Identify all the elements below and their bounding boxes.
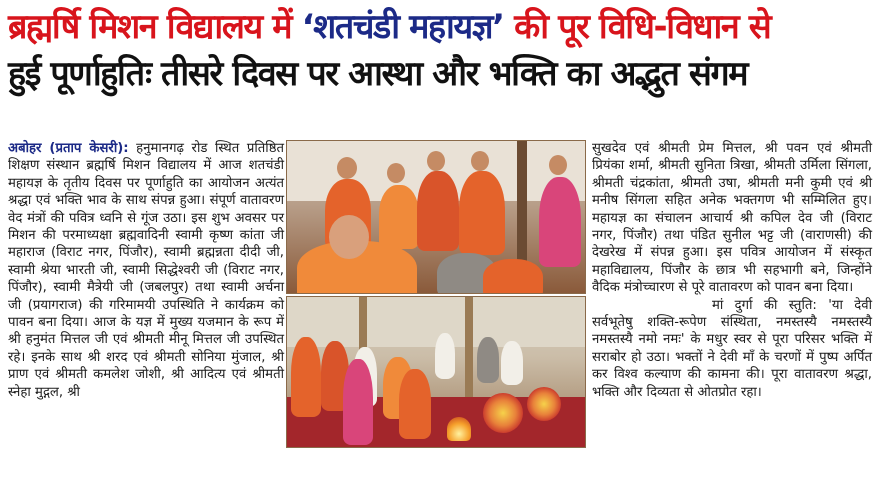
headline-line-1-end: की पूर विधि-विधान से bbox=[503, 7, 771, 47]
article-column-left bbox=[8, 140, 284, 401]
article-paragraph-1 bbox=[8, 140, 284, 401]
article-body-1: हनुमानगढ़ रोड स्थित प्रतिष्ठित शिक्षण संस्थान ब्रह्मर्षि मिशन विद्यालय में आज शतचंडी महायज्ञ के तृतीय दिवस पर पूर्णाहुति का आयोजन अत्यंत श्रद्धा एवं भक्ति भाव के साथ संपन्न हुआ। संपूर्ण वातावरण वेद मंत्रों की पवित्र ध्वनि से गूंज उठा। इस शुभ अवसर पर मिशन की परमाध्यक्षा ब्रह्मवादिनी स्वामी कृष्ण कांता जी महाराज (विराट नगर, पिंजौर), स्वामी ब्रह्मन्नता दीदी जी, स्वामी श्रेया भारती जी, स्वामी सिद्धेश्वरी जी (विराट नगर, पिंजौर), स्वामी मैत्रेयी जी (जबलपुर) तथा स्वामी अर्चना जी (प्रयागराज) की गरिमामयी उपस्थिति ने कार्यक्रम को पावन बना दिया। आज के यज्ञ में मुख्य यजमान के रूप में श्री हनुमंत मित्तल जी एवं श्रीमती मीनू मित्तल जी उपस्थित रहे। इनके साथ श्री शरद एवं श्रीमती सोनिया मुंजाल, श्री प्राण एवं श्रीमती कमलेश जोशी, श्री आदित्य एवं श्रीमती स्नेहा मुद्गल, श्री bbox=[8, 141, 284, 400]
article-body-3: मां दुर्गा की स्तुति: 'या देवी सर्वभूतेषु शक्ति-रूपेण संस्थिता, नमस्तस्यै नमस्तस्यै नमस्तस्यै नमो नमः' के मधुर स्वर से पूरा परिसर भक्ति में सराबोर हो उठा। भक्तों ने देवी माँ के चरणों में पुष्प अर्पित कर विश्व कल्याण की कामना की। पूरा वातावरण श्रद्धा, भक्ति और दिव्यता से ओतप्रोत रहा। bbox=[592, 297, 872, 400]
article-paragraph-3 bbox=[592, 297, 872, 401]
article-column-right bbox=[592, 140, 872, 401]
headline bbox=[8, 4, 874, 98]
headline-school-name: ब्रह्मर्षि मिशन विद्यालय में bbox=[8, 7, 302, 47]
article-paragraph-2: सुखदेव एवं श्रीमती प्रेम मित्तल, श्री पवन एवं श्रीमती प्रियंका शर्मा, श्रीमती सुनिता त्रिखा, श्रीमती उर्मिला सिंगला, श्रीमती चंद्रकांता, श्रीमती उषा, श्रीमती मनी कुमी एवं श्री मनीष सिंगला सहित अनेक भक्तगण भी सम्मिलित हुए। महायज्ञ का संचालन आचार्य श्री कपिल देव जी (विराट नगर, पिंजौर) तथा पंडित सुनील भट्ट जी (वाराणसी) की देखरेख में संपन्न हुआ। इस पवित्र आयोजन में संस्कृत महाविद्यालय, पिंजौर के छात्र भी सहभागी बने, जिन्होंने वैदिक मंत्रोच्चारण से पूरे वातावरण को पावन बना दिया। bbox=[592, 141, 872, 296]
headline-event-name: ‘शतचंडी महायज्ञ’ bbox=[301, 7, 504, 47]
photo-devotees-worship bbox=[286, 296, 586, 448]
photo-yagna-ceremony bbox=[286, 140, 586, 294]
headline-line-2: हुई पूर्णाहुतिः तीसरे दिवस पर आस्था और भक्ति का अद्भुत संगम bbox=[8, 54, 748, 94]
byline: अबोहर (प्रताप केसरी): bbox=[8, 141, 129, 156]
headline-line-1 bbox=[8, 4, 874, 51]
